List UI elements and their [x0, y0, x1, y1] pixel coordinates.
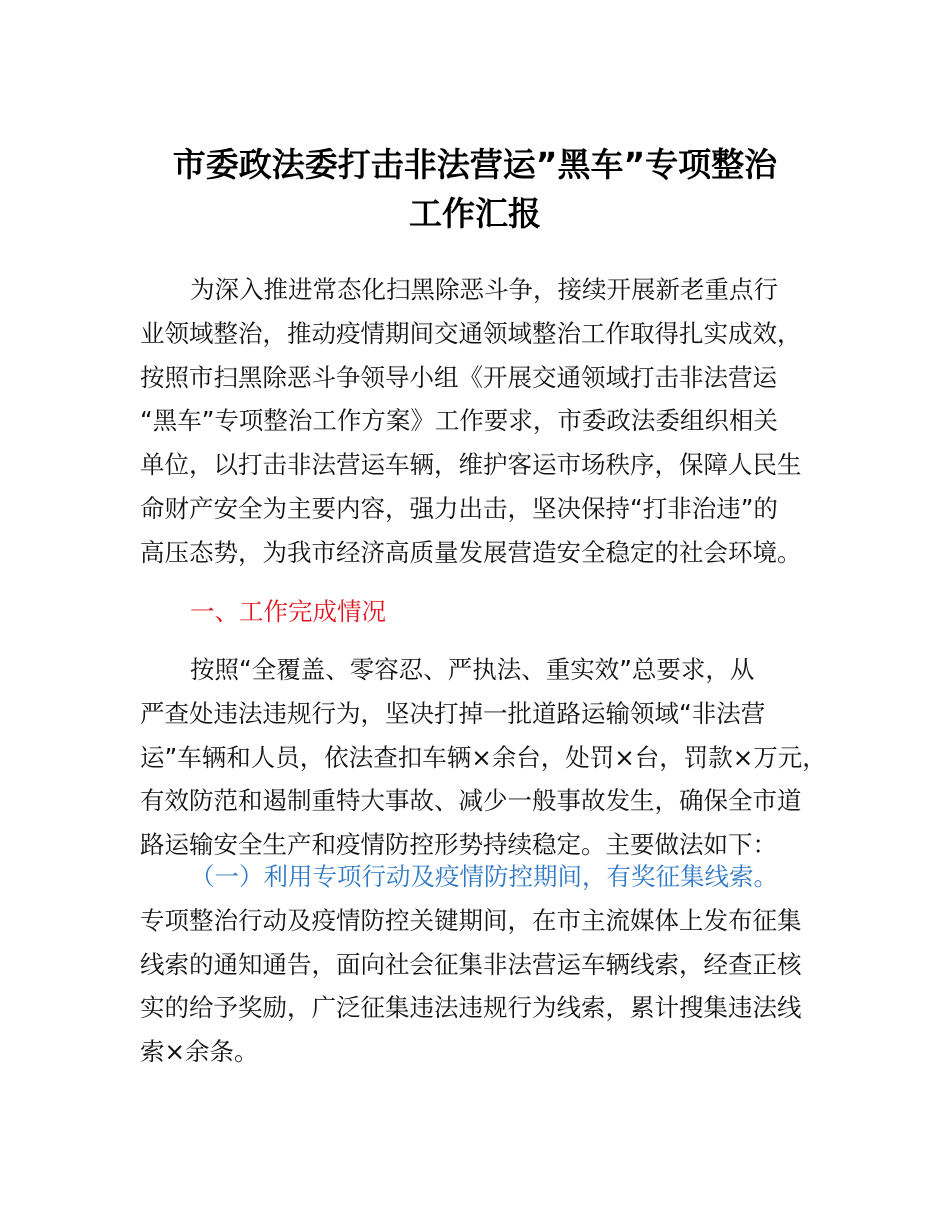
- section-heading: 一、工作完成情况: [190, 597, 386, 626]
- text-line: 单位，以打击非法营运车辆，维护客运市场秩序，保障人民生: [140, 450, 802, 480]
- text-line: 按照市扫黑除恶斗争领导小组《开展交通领域打击非法营运: [140, 362, 777, 392]
- text-line: “黑车”专项整治工作方案》工作要求，市委政法委组织相关: [140, 406, 778, 436]
- text-line: 运”车辆和人员，依法查扣车辆×余台，处罚×台，罚款×万元，: [140, 742, 827, 772]
- paragraph-summary: [140, 648, 840, 867]
- paragraph-subsection-1: [140, 855, 840, 1074]
- text-line: 高压态势，为我市经济高质量发展营造安全稳定的社会环境。: [140, 537, 802, 567]
- subsection-heading: （一）利用专项行动及疫情防控期间，有奖征集线索。: [190, 862, 778, 891]
- text-line: 索×余条。: [140, 1037, 259, 1067]
- text-line: 严查处违法违规行为，坚决打掉一批道路运输领域“非法营: [140, 698, 766, 728]
- document-title-line-2: 工作汇报: [409, 194, 541, 233]
- text-line: 为深入推进常态化扫黑除恶斗争，接续开展新老重点行: [190, 275, 778, 304]
- document-title-line-1: 市委政法委打击非法营运”黑车”专项整治: [172, 145, 778, 184]
- text-line: 业领域整治，推动疫情期间交通领域整治工作取得扎实成效，: [140, 318, 802, 348]
- text-line: 线索的通知通告，面向社会征集非法营运车辆线索，经查正核: [140, 949, 802, 979]
- paragraph-intro: [140, 268, 840, 575]
- text-line: 命财产安全为主要内容，强力出击，坚决保持“打非治违”的: [140, 493, 778, 523]
- text-line: 按照“全覆盖、零容忍、严执法、重实效”总要求，从: [190, 655, 755, 684]
- text-line: 专项整治行动及疫情防控关键期间，在市主流媒体上发布征集: [140, 905, 802, 935]
- text-line: 实的给予奖励，广泛征集违法违规行为线索，累计搜集违法线: [140, 993, 802, 1023]
- text-line: 路运输安全生产和疫情防控形势持续稳定。主要做法如下：: [140, 830, 777, 860]
- text-line: 有效防范和遏制重特大事故、减少一般事故发生，确保全市道: [140, 786, 802, 816]
